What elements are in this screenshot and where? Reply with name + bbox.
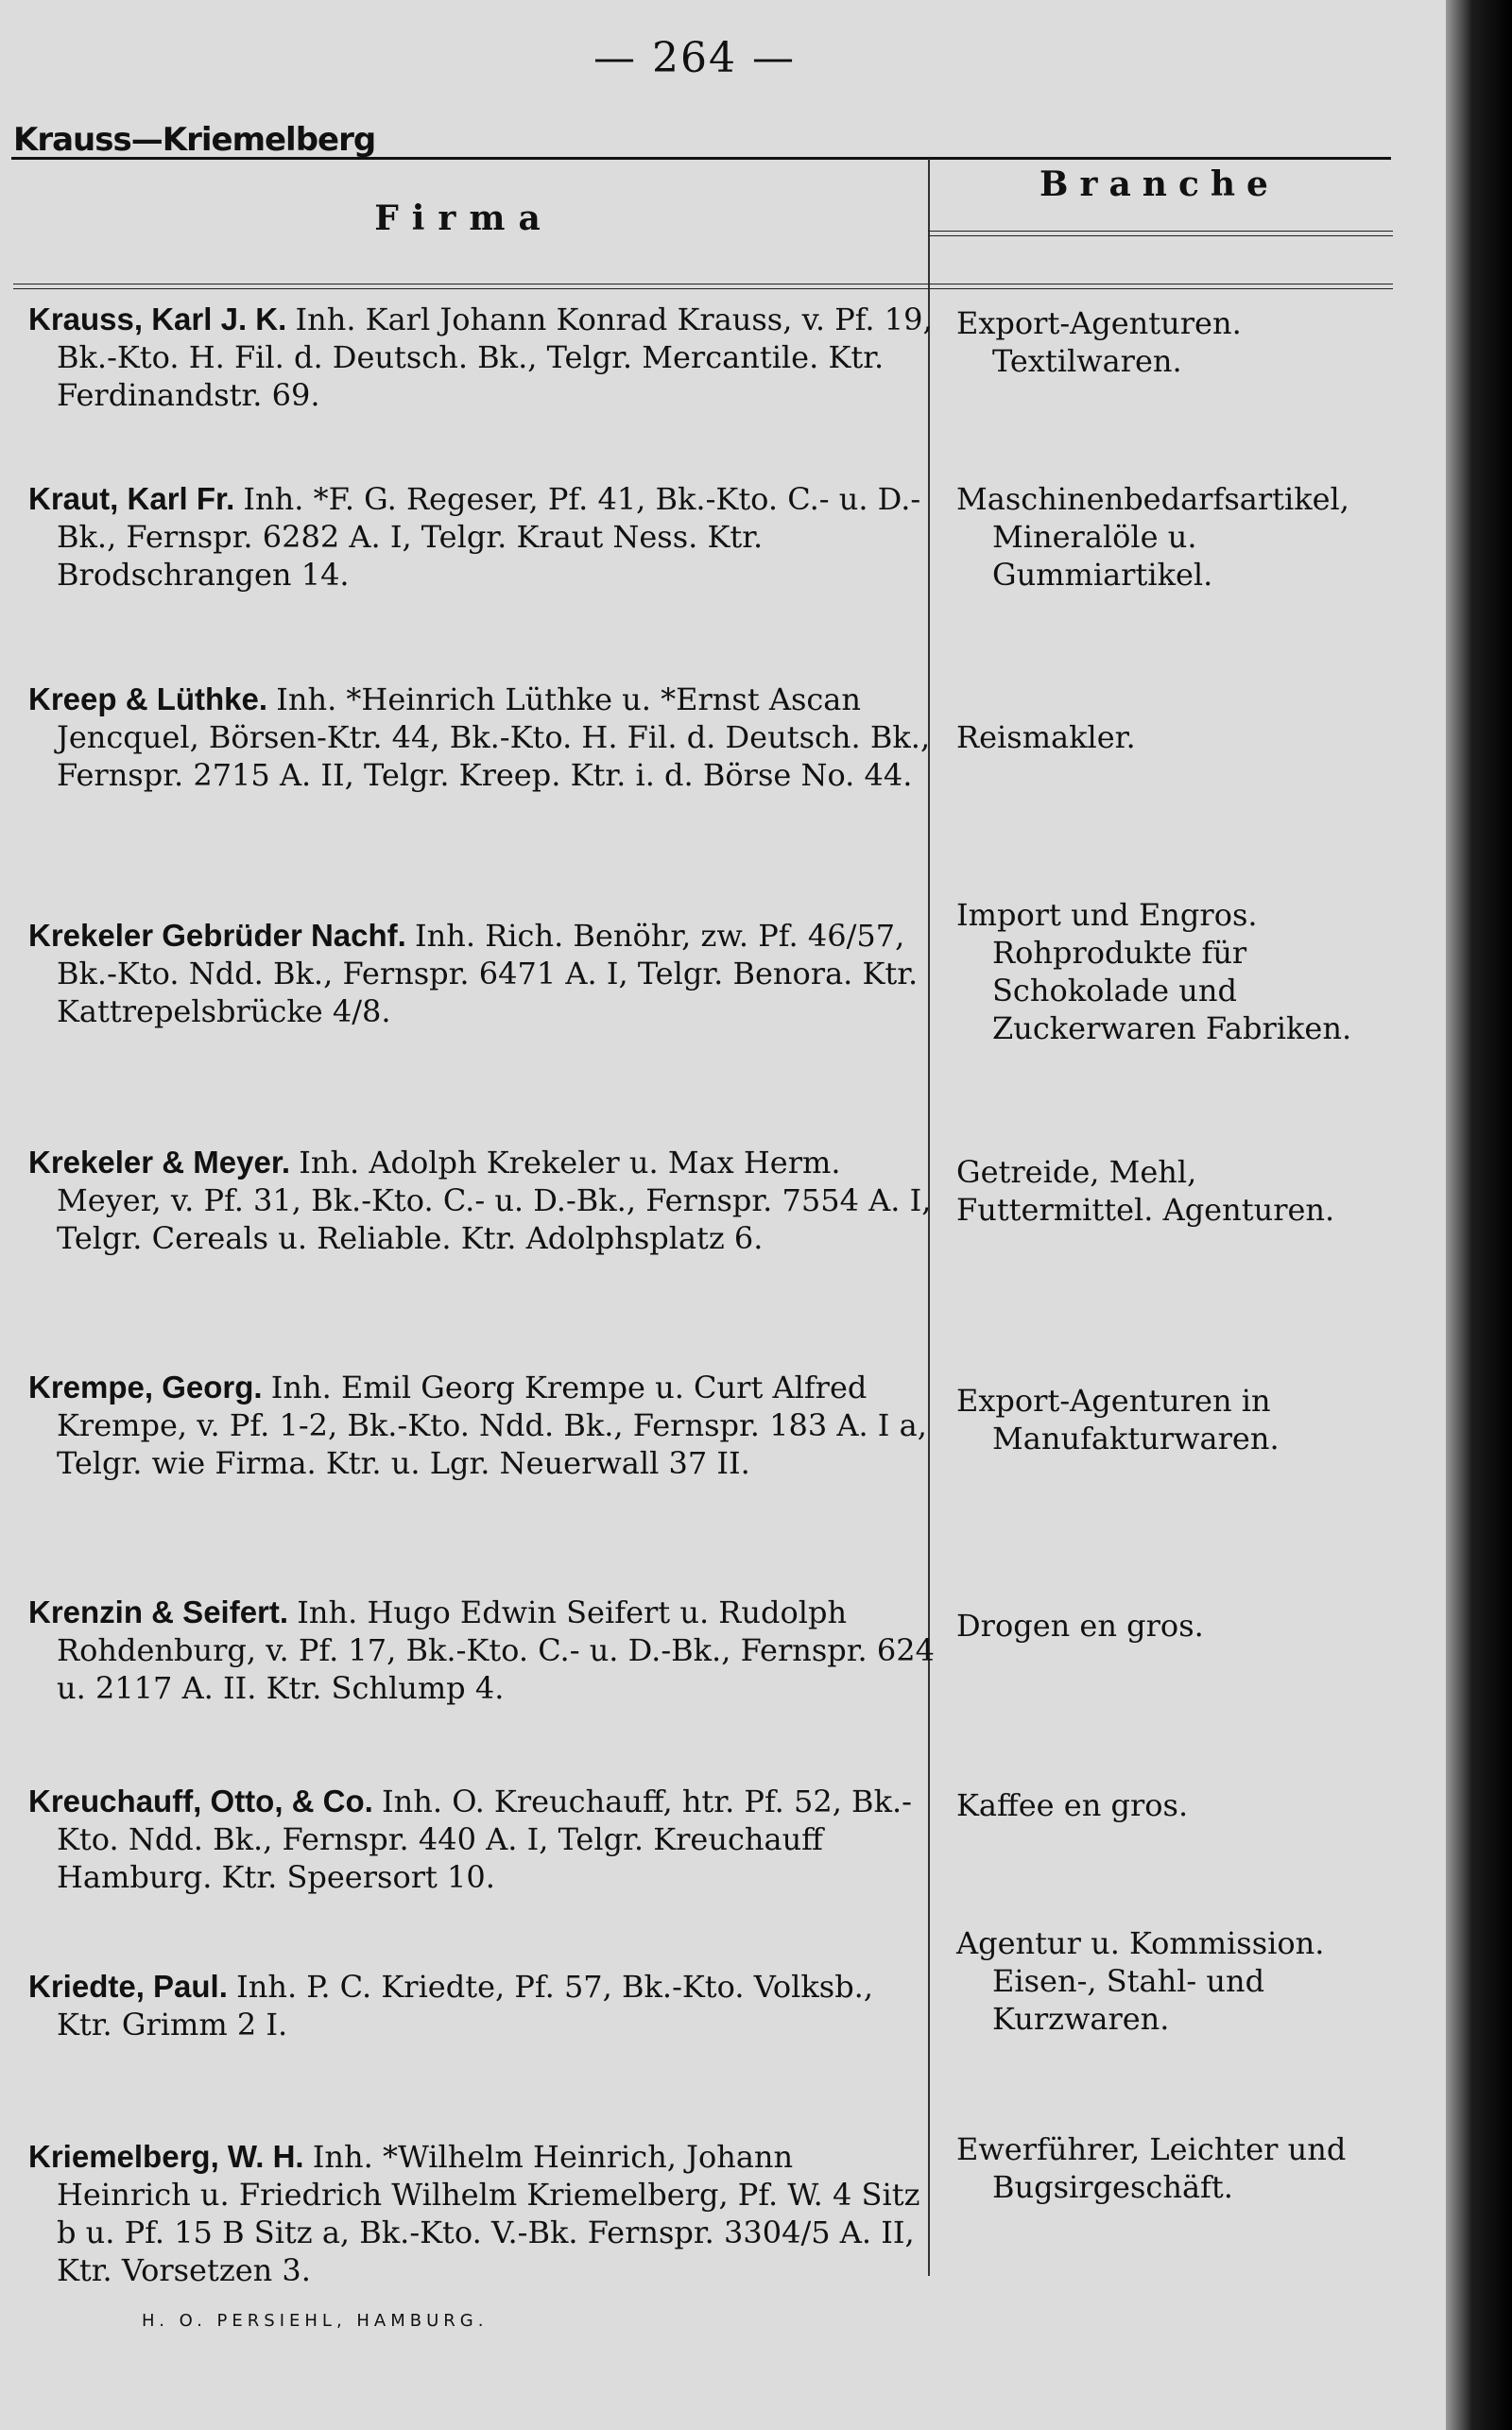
branch-line: Bugsirgeschäft. <box>992 2169 1233 2205</box>
firm-details: Inh. *Wilhelm Heinrich, Johann Heinrich u. Friedrich Wilhelm Kriemelberg, Pf. W. 4 Sitz b u. Pf. 15 B Sitz a, Bk.-Kto. V.-Bk. Fernspr. 3304/5 A. II, Ktr. Vorsetzen 3. <box>57 2139 920 2288</box>
branch-line: Rohprodukte für Schokolade und Zuckerwaren Fabriken. <box>992 935 1352 1046</box>
directory-entry <box>28 1369 936 1482</box>
entry-firm <box>28 1783 936 1896</box>
directory-entry <box>28 1968 936 2043</box>
entry-firm <box>28 1369 936 1482</box>
firm-name: Kriemelberg, W. H . <box>28 2139 313 2174</box>
page-number: — 264 — <box>593 34 796 82</box>
directory-entry <box>28 917 936 1030</box>
branch-line: Import und Engros. <box>956 897 1258 933</box>
firm-details: Inh. P. C. Kriedte, Pf. 57, Bk.-Kto. Volksb., Ktr. Grimm 2 I. <box>57 1969 874 2042</box>
entry-firm <box>28 301 936 414</box>
branch-cell <box>956 718 1400 756</box>
branch-cell <box>956 304 1400 380</box>
branch-cell <box>956 1607 1400 1645</box>
firm-name: Krempe, Georg . <box>28 1370 271 1405</box>
branch-cell <box>956 2130 1400 2206</box>
directory-entry <box>28 2138 936 2289</box>
running-head: Krauss—Kriemelberg <box>13 121 376 159</box>
firm-details: Inh. Hugo Edwin Seifert u. Rudolph Rohdenburg, v. Pf. 17, Bk.-Kto. C.- u. D.-Bk., Fernspr. 624 u. 2117 A. II. Ktr. Schlump 4. <box>57 1594 935 1706</box>
directory-entry <box>28 1594 936 1707</box>
branch-line: Manufakturwaren. <box>992 1421 1280 1456</box>
firm-details: Inh. Emil Georg Krempe u. Curt Alfred Krempe, v. Pf. 1-2, Bk.-Kto. Ndd. Bk., Fernspr. 183 A. I a, Telgr. wie Firma. Ktr. u. Lgr. Neuerwall 37 II. <box>57 1370 927 1481</box>
header-rule-branche <box>928 231 1393 236</box>
firm-details: Inh. *Heinrich Lüthke u. *Ernst Ascan Jencquel, Börsen-Ktr. 44, Bk.-Kto. H. Fil. d. Deutsch. Bk., Fernspr. 2715 A. II, Telgr. Kreep. Ktr. i. d. Börse No. 44. <box>57 681 931 793</box>
branch-line: Eisen-, Stahl- und Kurzwaren. <box>992 1963 1265 2037</box>
branch-line: Ewerführer, Leichter und <box>956 2131 1347 2167</box>
directory-entry <box>28 301 936 414</box>
entry-firm <box>28 681 936 794</box>
entry-firm <box>28 1594 936 1707</box>
firm-name: Krenzin & Seifert . <box>28 1594 297 1629</box>
firm-name: Kriedte, Paul . <box>28 1969 236 2004</box>
branch-cell <box>956 1153 1400 1229</box>
branch-line: Reismakler. <box>956 719 1136 755</box>
branch-cell <box>956 1786 1400 1824</box>
branch-cell <box>956 1382 1400 1457</box>
firm-details: Inh. Adolph Krekeler u. Max Herm. Meyer, v. Pf. 31, Bk.-Kto. C.- u. D.-Bk., Fernspr. 7554 A. I, Telgr. Cereals u. Reliable. Ktr. Adolphsplatz 6. <box>57 1145 932 1256</box>
branch-cell <box>956 1924 1400 2038</box>
branch-line: Maschinenbedarfsartikel, <box>956 481 1349 517</box>
directory-entry <box>28 1144 936 1257</box>
header-branche: Branche <box>1040 164 1280 204</box>
branch-cell <box>956 896 1400 1047</box>
top-rule <box>11 157 1391 160</box>
branch-line: Kaffee en gros. <box>956 1787 1189 1823</box>
header-rule-main <box>13 284 1393 289</box>
branch-line: Drogen en gros. <box>956 1608 1204 1644</box>
entry-firm <box>28 2138 936 2289</box>
firm-name: Krauss, Karl J. K . <box>28 302 295 336</box>
branch-line: Export-Agenturen in <box>956 1383 1271 1419</box>
branch-line: Getreide, Mehl, Futtermittel. Agenturen. <box>956 1154 1335 1228</box>
directory-entry <box>28 480 936 594</box>
firm-name: Kraut, Karl Fr . <box>28 481 243 516</box>
directory-entry <box>28 1783 936 1896</box>
header-firma: Firma <box>374 198 554 238</box>
firm-name: Kreuchauff, Otto, & Co . <box>28 1784 382 1818</box>
entry-firm <box>28 1144 936 1257</box>
firm-name: Krekeler Gebrüder Nachf . <box>28 918 415 953</box>
firm-details: Inh. *F. G. Regeser, Pf. 41, Bk.-Kto. C.- u. D.-Bk., Fernspr. 6282 A. I, Telgr. Kraut Ness. Ktr. Brodschrangen 14. <box>57 481 921 593</box>
branch-cell <box>956 480 1400 594</box>
directory-entry <box>28 681 936 794</box>
firm-name: Krekeler & Meyer . <box>28 1145 299 1180</box>
entry-firm <box>28 1968 936 2043</box>
branch-line: Agentur u. Kommission. <box>956 1925 1325 1961</box>
scan-edge <box>1446 0 1512 2430</box>
entry-firm <box>28 917 936 1030</box>
branch-line: Textilwaren. <box>992 343 1182 379</box>
firm-name: Kreep & Lüthke . <box>28 681 276 716</box>
firm-details: Inh. Karl Johann Konrad Krauss, v. Pf. 19, Bk.-Kto. H. Fil. d. Deutsch. Bk., Telgr. Mercantile. Ktr. Ferdinandstr. 69. <box>57 302 933 413</box>
firm-details: Inh. Rich. Benöhr, zw. Pf. 46/57, Bk.-Kto. Ndd. Bk., Fernspr. 6471 A. I, Telgr. Benora. Ktr. Kattrepelsbrücke 4/8. <box>57 918 919 1029</box>
firm-details: Inh. O. Kreuchauff, htr. Pf. 52, Bk.-Kto. Ndd. Bk., Fernspr. 440 A. I, Telgr. Kreuchauff Hamburg. Ktr. Speersort 10. <box>57 1784 912 1895</box>
entry-firm <box>28 480 936 594</box>
printer-imprint: H. O. PERSIEHL, HAMBURG. <box>142 2311 489 2331</box>
branch-line: Export-Agenturen. <box>956 305 1242 341</box>
branch-line: Mineralöle u. Gummiartikel. <box>992 519 1213 593</box>
